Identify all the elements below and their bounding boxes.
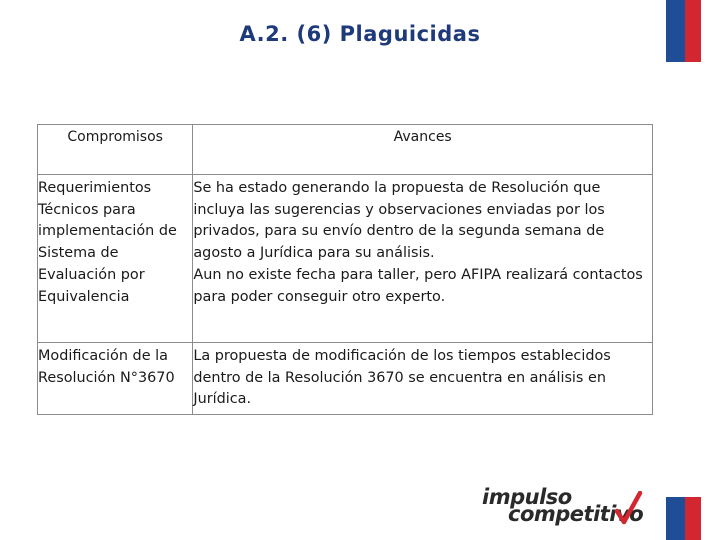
cell-line: para poder conseguir otro experto. — [193, 288, 446, 305]
cell-line: Equivalencia — [38, 288, 130, 305]
flag-stripe-bottom — [666, 497, 701, 540]
progress-cell — [193, 343, 653, 415]
table-header-row — [38, 125, 653, 175]
cell-line: Evaluación por — [38, 266, 145, 283]
cell-line: La propuesta de modificación de los tiempos establecidos — [193, 348, 611, 364]
cell-line: Sistema de — [38, 245, 119, 262]
cell-line: Requerimientos — [38, 180, 152, 196]
commitment-cell — [38, 343, 193, 415]
cell-line: agosto a Jurídica para su análisis. — [193, 245, 435, 262]
cell-line: incluya las sugerencias y observaciones enviadas por los — [193, 201, 605, 218]
cell-line: Resolución N°3670 — [38, 369, 175, 386]
header-commitments: Compromisos — [38, 125, 193, 175]
commitments-table — [37, 124, 653, 415]
cell-line: Técnicos para — [38, 201, 136, 218]
impulso-competitivo-logo — [482, 485, 650, 531]
cell-line: implementación de — [38, 223, 177, 240]
cell-line: privados, para su envío dentro de la segunda semana de — [193, 223, 605, 240]
logo-word-impulso: impulso — [482, 485, 572, 509]
checkmark-icon — [615, 491, 643, 527]
commitment-cell — [38, 175, 193, 343]
logo-word-competitivo: competitivo — [508, 502, 644, 526]
table-row — [38, 175, 653, 343]
cell-line: Se ha estado generando la propuesta de Resolución que — [193, 180, 601, 196]
cell-line: Aun no existe fecha para taller, pero AFIPA realizará contactos — [193, 266, 643, 283]
cell-line: Modificación de la — [38, 348, 168, 364]
page-title: A.2. (6) Plaguicidas — [239, 22, 481, 46]
cell-line: dentro de la Resolución 3670 se encuentra en análisis en — [193, 369, 606, 386]
cell-line: Jurídica. — [193, 391, 252, 408]
progress-cell — [193, 175, 653, 343]
table-row — [38, 343, 653, 415]
flag-red-band — [685, 497, 701, 540]
flag-blue-band — [666, 497, 685, 540]
header-progress: Avances — [193, 125, 653, 175]
